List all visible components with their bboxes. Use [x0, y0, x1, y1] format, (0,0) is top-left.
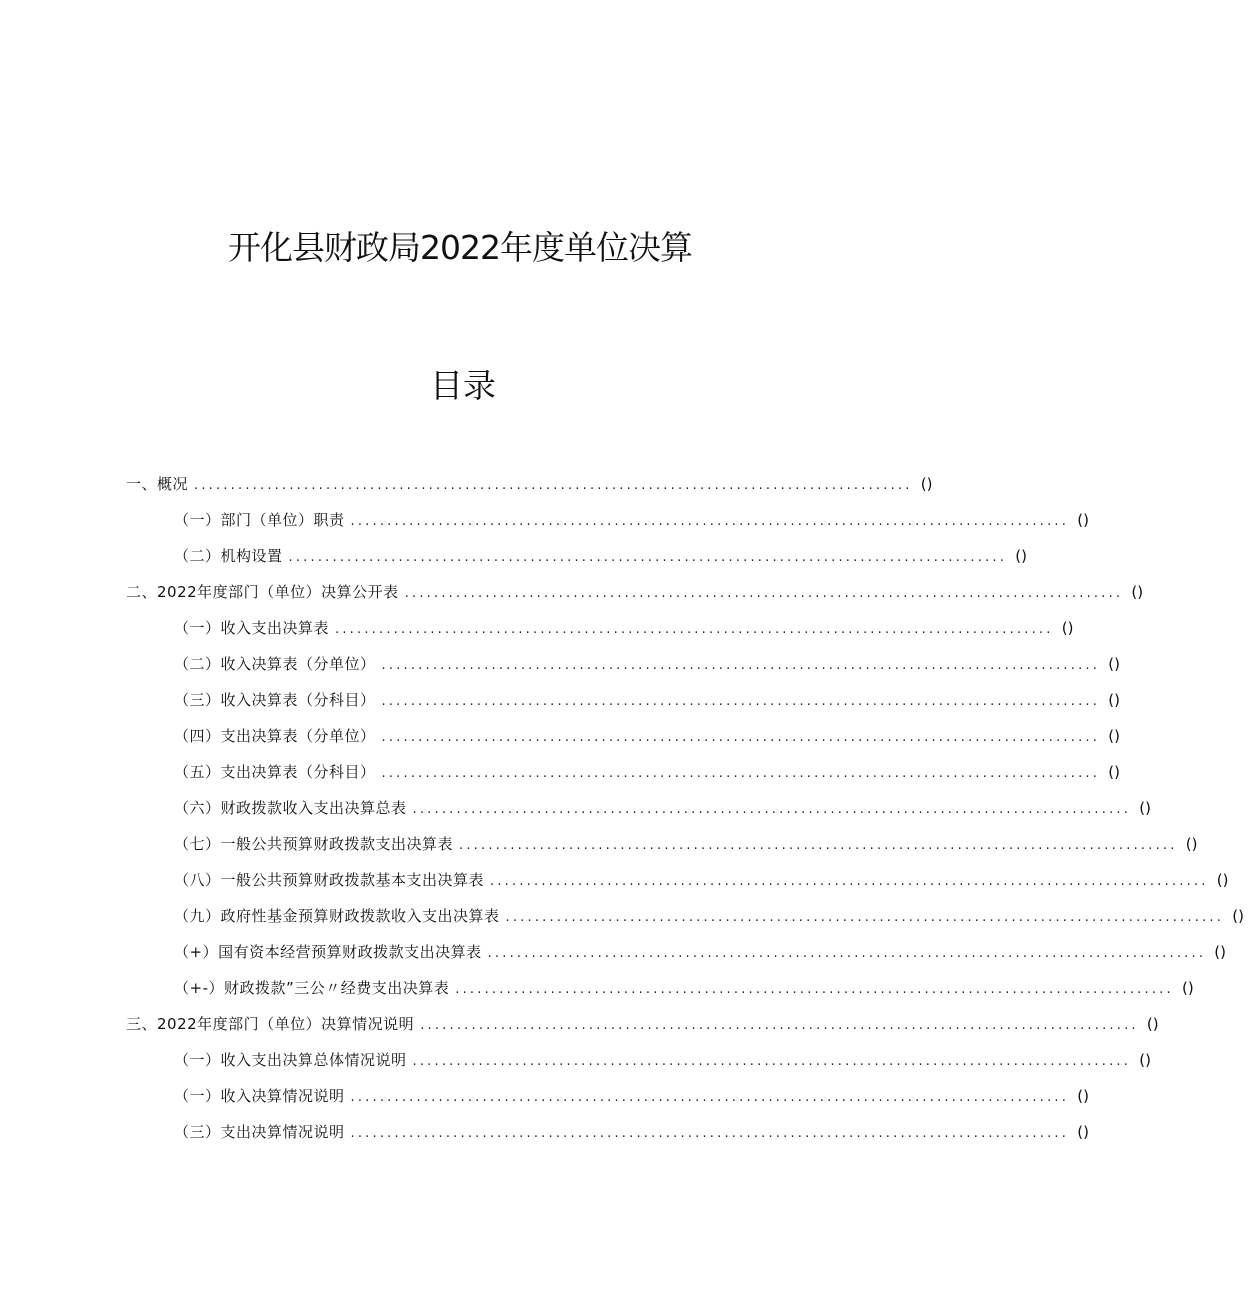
toc-page-number: ()	[1108, 691, 1120, 709]
toc-entry-text: （四）支出决算表（分单位）	[174, 727, 376, 745]
toc-page-number: ()	[1214, 943, 1227, 961]
toc-entry-text: （二）收入决算表（分单位）	[174, 655, 376, 673]
toc-leader-dots: ..................................................................................................	[505, 910, 1225, 925]
toc-page-number: ()	[1061, 619, 1074, 637]
toc-entry-text: （+-）财政拨款”三公〃经费支出决算表	[174, 979, 450, 997]
toc-entry-text: （五）支出决算表（分科目）	[174, 763, 376, 781]
toc-entry-text: （一）收入支出决算总体情况说明	[174, 1051, 407, 1069]
toc-leader-dots: ..................................................................................................	[412, 802, 1132, 817]
toc-page-number: ()	[1139, 1051, 1151, 1069]
toc-entry-text: （二）机构设置	[174, 547, 283, 565]
toc-entry-fiscal-allocation-summary[interactable]	[0, 794, 1151, 830]
toc-entry-text: 三、2022年度部门（单位）决算情况说明	[126, 1015, 415, 1033]
toc-leader-dots: ..................................................................................................	[459, 838, 1178, 853]
toc-entry-text: 一、概况	[126, 475, 189, 493]
toc-leader-dots: ..................................................................................................	[194, 478, 913, 493]
toc-page-number: ()	[1131, 583, 1144, 601]
toc-page-number: ()	[1077, 511, 1089, 529]
toc-leader-dots: ..................................................................................................	[455, 982, 1174, 997]
toc-entry-text: 二、2022年度部门（单位）决算公开表	[126, 583, 399, 601]
toc-leader-dots: ..................................................................................................	[381, 730, 1101, 745]
toc-entry-income-by-subject[interactable]	[0, 686, 1120, 722]
toc-entry-overall-explanation[interactable]	[0, 1046, 1151, 1082]
toc-entry-text: （七）一般公共预算财政拨款支出决算表	[174, 835, 454, 853]
toc-entry-text: （三）收入决算表（分科目）	[174, 691, 376, 709]
toc-entry-text: （八）一般公共预算财政拨款基本支出决算表	[174, 871, 485, 889]
toc-leader-dots: ..................................................................................................	[350, 514, 1070, 529]
toc-entry-general-budget-expense[interactable]	[0, 830, 1198, 866]
toc-entry-text: （+）国有资本经营预算财政拨款支出决算表	[174, 943, 482, 961]
toc-entry-expense-explanation[interactable]	[0, 1118, 1089, 1154]
toc-entry-text: （一）部门（单位）职责	[174, 511, 345, 529]
toc-entry-text: （一）收入支出决算表	[174, 619, 330, 637]
toc-page-number: ()	[1139, 799, 1151, 817]
toc-entry-text: （一）收入决算情况说明	[174, 1087, 345, 1105]
toc-entry-income-expense-table[interactable]	[0, 614, 1074, 650]
toc-entry-income-by-unit[interactable]	[0, 650, 1120, 686]
toc-leader-dots: ..................................................................................................	[350, 1090, 1070, 1105]
toc-entry-text: （九）政府性基金预算财政拨款收入支出决算表	[174, 907, 500, 925]
toc-leader-dots: ..................................................................................................	[487, 946, 1207, 961]
toc-heading: 目录	[430, 366, 496, 405]
toc-entry-organization[interactable]	[0, 542, 1027, 578]
toc-entry-state-capital-budget[interactable]	[0, 938, 1227, 974]
table-of-contents	[0, 470, 1244, 1154]
toc-entry-explanation[interactable]	[0, 1010, 1159, 1046]
toc-entry-text: （三）支出决算情况说明	[174, 1123, 345, 1141]
toc-page-number: ()	[1015, 547, 1027, 565]
toc-page-number: ()	[1146, 1015, 1159, 1033]
toc-page-number: ()	[1185, 835, 1198, 853]
toc-leader-dots: ..................................................................................................	[335, 622, 1054, 637]
toc-leader-dots: ..................................................................................................	[412, 1054, 1132, 1069]
toc-page-number: ()	[920, 475, 933, 493]
toc-page-number: ()	[1077, 1123, 1089, 1141]
toc-leader-dots: ..................................................................................................	[288, 550, 1008, 565]
toc-entry-public-tables[interactable]	[0, 578, 1144, 614]
toc-entry-text: （六）财政拨款收入支出决算总表	[174, 799, 407, 817]
toc-page-number: ()	[1108, 763, 1120, 781]
toc-leader-dots: ..................................................................................................	[404, 586, 1124, 601]
toc-entry-expense-by-subject[interactable]	[0, 758, 1120, 794]
toc-leader-dots: ..................................................................................................	[350, 1126, 1070, 1141]
toc-page-number: ()	[1232, 907, 1244, 925]
toc-leader-dots: ..................................................................................................	[420, 1018, 1139, 1033]
toc-page-number: ()	[1216, 871, 1229, 889]
toc-entry-general-budget-basic-expense[interactable]	[0, 866, 1229, 902]
document-title: 开化县财政局2022年度单位决算	[228, 228, 692, 267]
toc-leader-dots: ..................................................................................................	[381, 694, 1101, 709]
toc-page-number: ()	[1181, 979, 1194, 997]
toc-page-number: ()	[1108, 655, 1120, 673]
toc-entry-expense-by-unit[interactable]	[0, 722, 1120, 758]
toc-entry-duties[interactable]	[0, 506, 1089, 542]
toc-leader-dots: ..................................................................................................	[490, 874, 1209, 889]
toc-leader-dots: ..................................................................................................	[381, 766, 1101, 781]
toc-page-number: ()	[1108, 727, 1120, 745]
toc-entry-overview[interactable]	[0, 470, 933, 506]
toc-page-number: ()	[1077, 1087, 1089, 1105]
toc-entry-government-fund[interactable]	[0, 902, 1244, 938]
toc-entry-income-explanation[interactable]	[0, 1082, 1089, 1118]
toc-entry-three-public-expenses[interactable]	[0, 974, 1194, 1010]
toc-leader-dots: ..................................................................................................	[381, 658, 1101, 673]
